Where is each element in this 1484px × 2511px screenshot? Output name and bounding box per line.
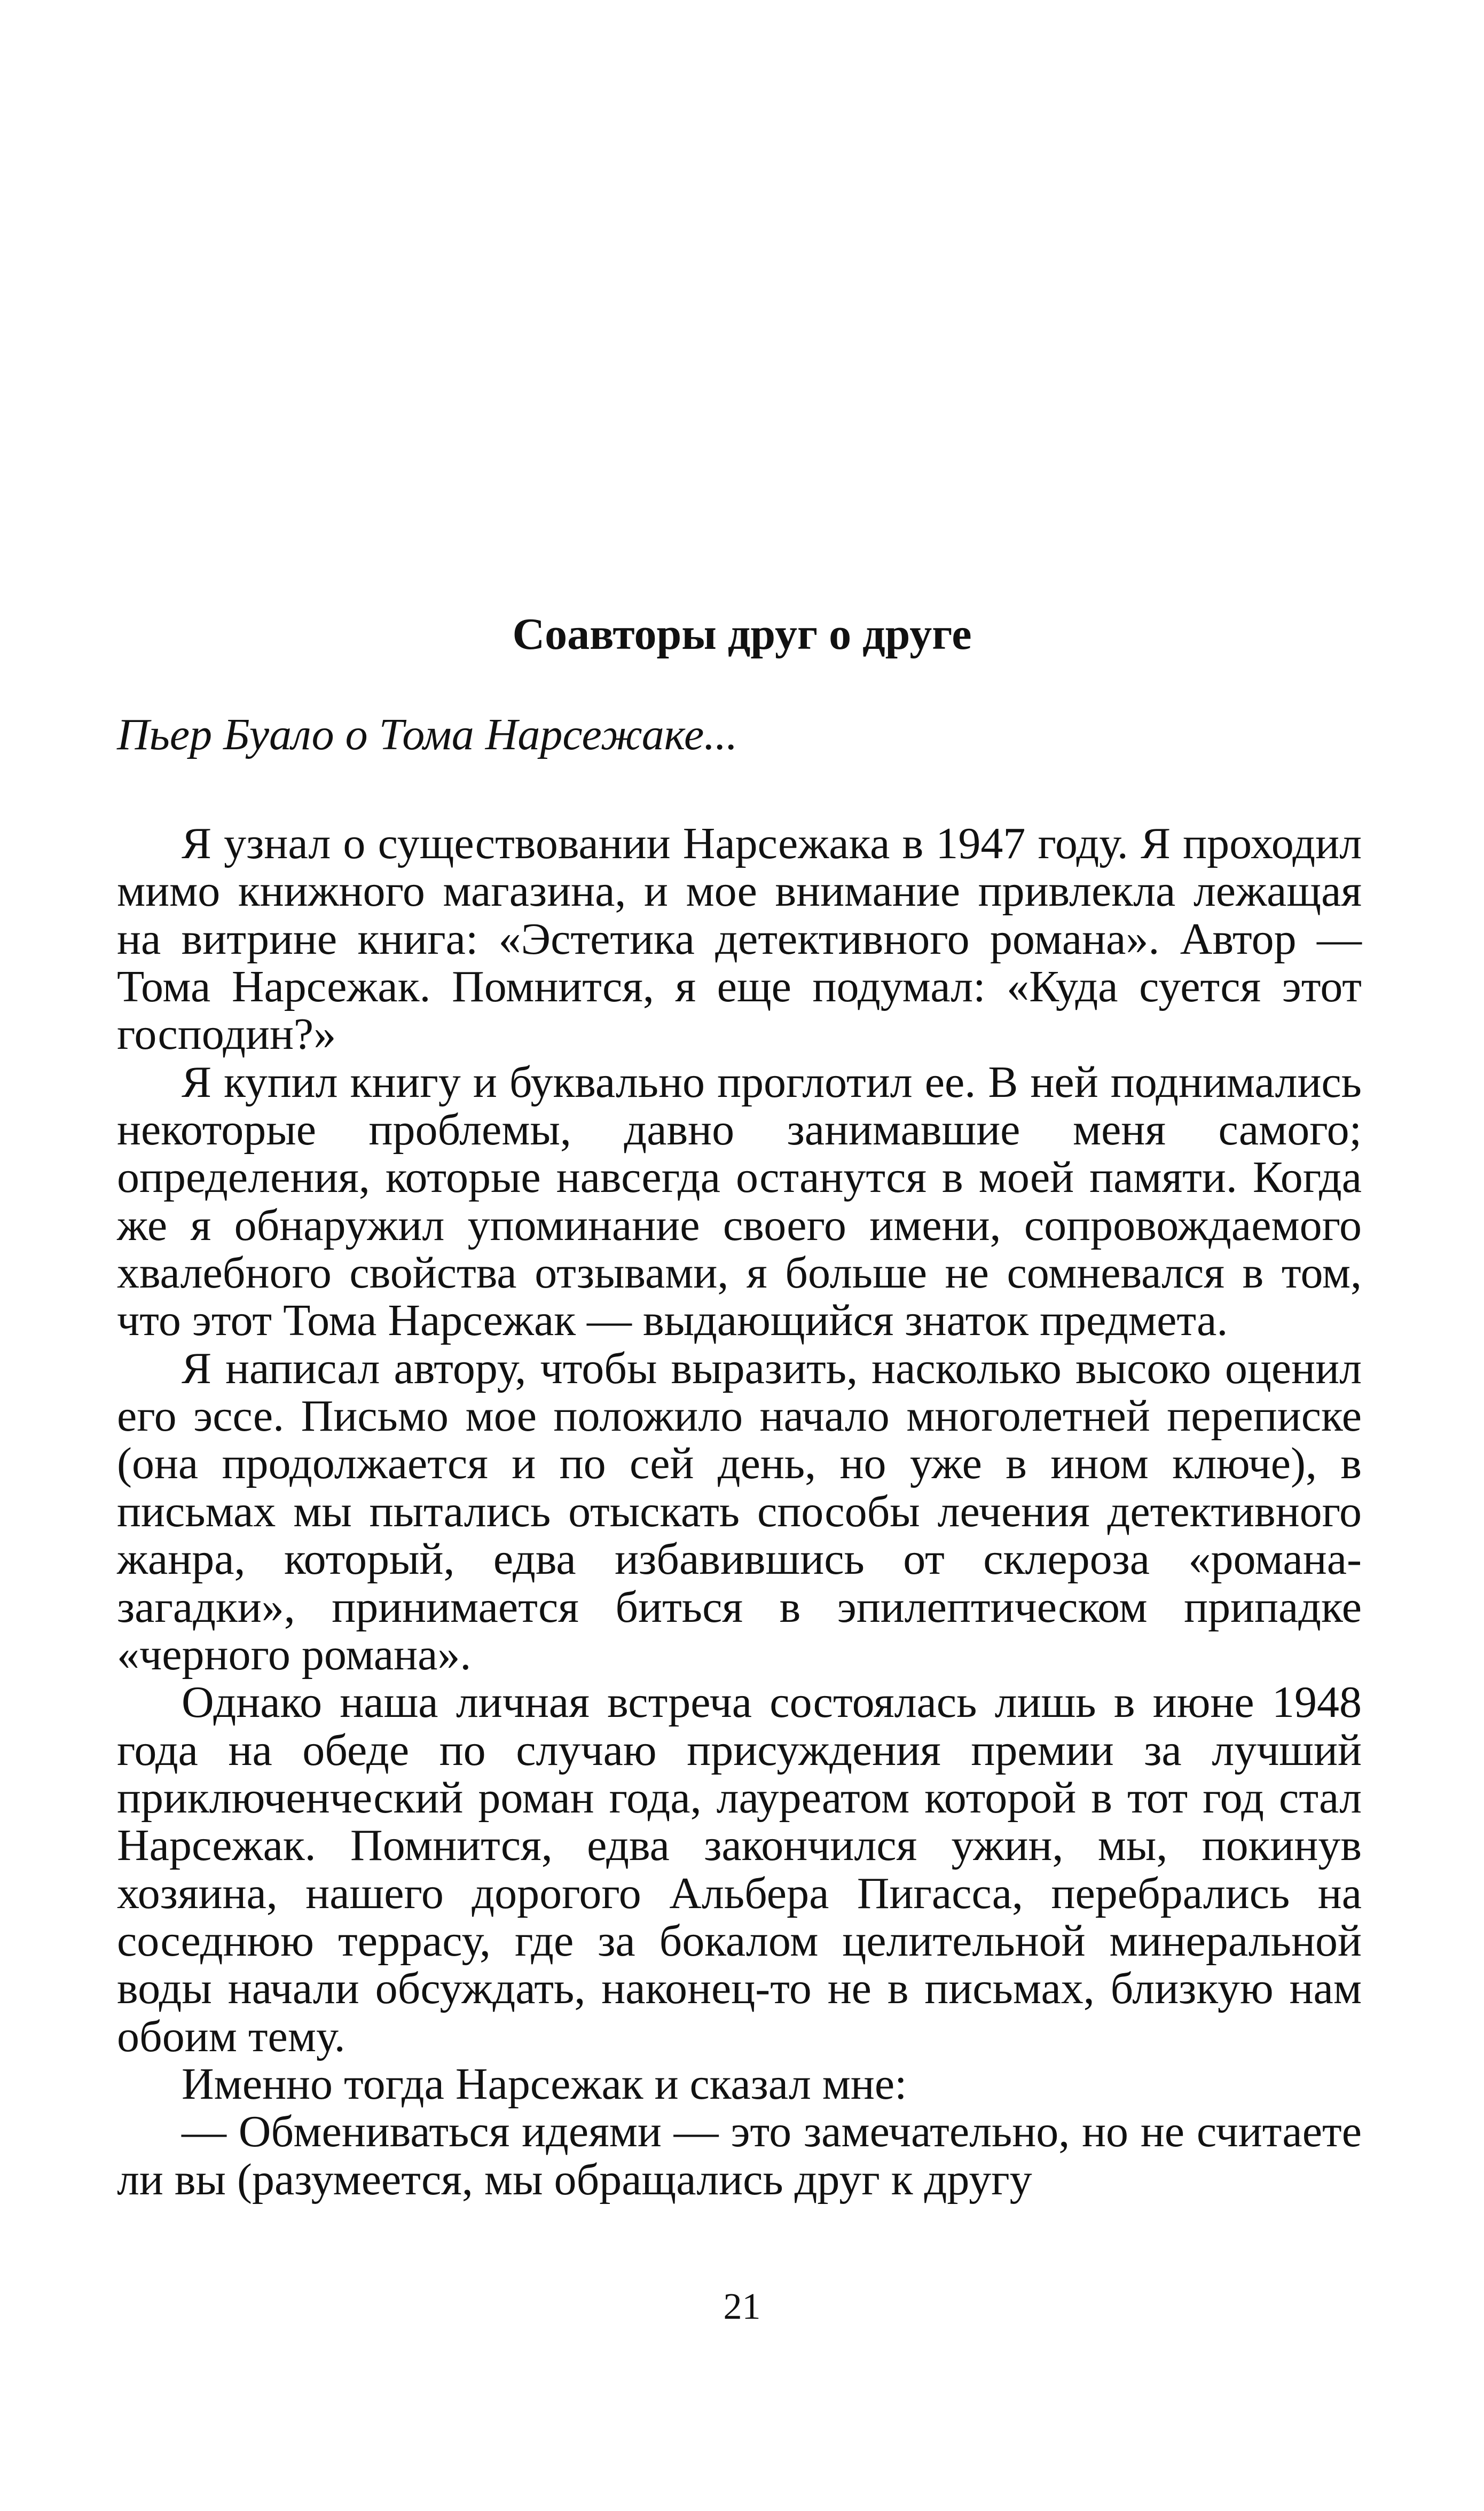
paragraph: — Обмениваться идеями — это замечательно, но не считаете ли вы (разумеется, мы обращались друг к другу (117, 2107, 1362, 2204)
paragraph: Я узнал о существовании Нарсежака в 1947 году. Я проходил мимо книжного магазина, и мое внимание привлекла лежащая на витрине книга: «Эстетика детективного романа». Автор — Тома Нарсежак. Помнится, я еще подумал: «Куда суется этот господин?» (117, 819, 1362, 1060)
paragraph: Я написал автору, чтобы выразить, насколько высоко оценил его эссе. Письмо мое положило начало многолетней переписке (она продолжается и по сей день, но уже в ином ключе), в письмах мы пытались отыскать способы лечения детективного жанра, который, едва избавившись от склероза «романа-загадки», принимается биться в эпилептическом припадке «черного романа». (117, 1343, 1362, 1680)
paragraph: Именно тогда Нарсежак и сказал мне: (182, 2059, 907, 2109)
paragraph: Я купил книгу и буквально проглотил ее. В ней поднимались некоторые проблемы, давно занимавшие меня самого; определения, которые навсегда останутся в моей памяти. Когда же я обнаружил упоминание своего имени, сопровождаемого хвалебного свойства отзывами, я больше не сомневался в том, что этот Тома Нарсежак — выдающийся знаток предмета. (117, 1057, 1362, 1346)
body-text (117, 820, 1362, 2203)
paragraph: Однако наша личная встреча состоялась лишь в июне 1948 года на обеде по случаю присуждения премии за лучший приключенческий роман года, лауреатом которой в тот год стал Нарсежак. Помнится, едва закончился ужин, мы, покинув хозяина, нашего дорогого Альбера Пигасса, перебрались на соседнюю террасу, где за бокалом целительной минеральной воды начали обсуждать, наконец-то не в письмах, близкую нам обоим тему. (117, 1677, 1362, 2061)
chapter-title: Соавторы друг о друге (512, 609, 972, 659)
page-number: 21 (723, 2286, 761, 2327)
section-subtitle: Пьер Буало о Тома Нарсежаке... (117, 710, 738, 759)
